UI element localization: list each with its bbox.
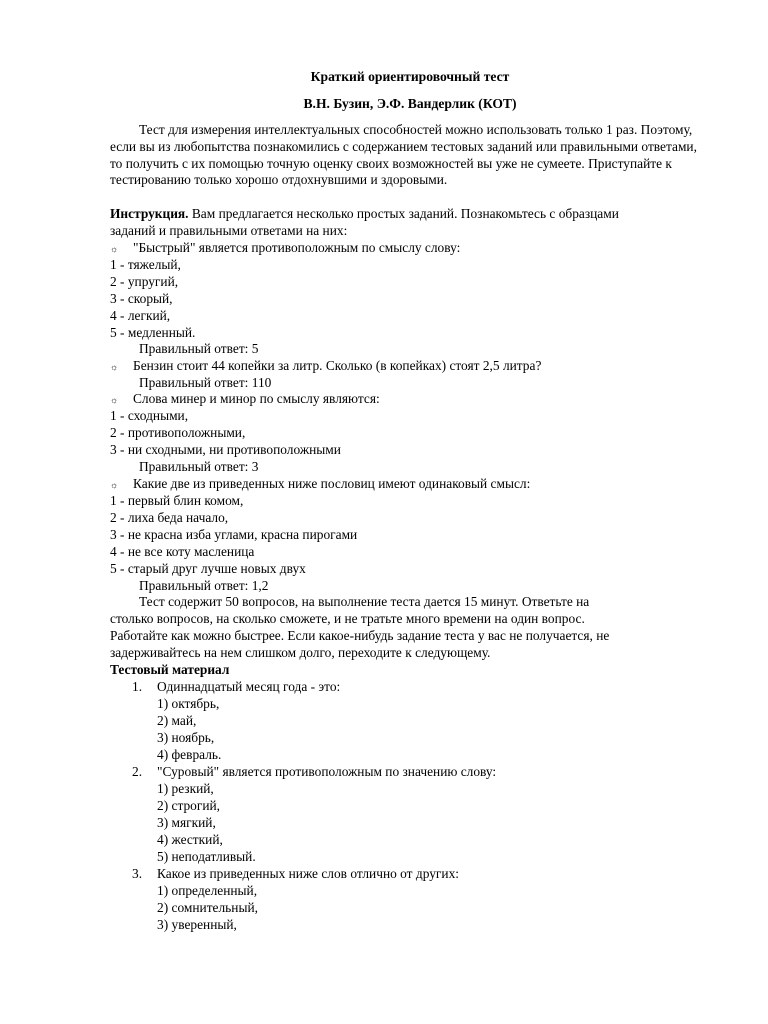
document-title: Краткий ориентировочный тест [310, 69, 510, 84]
example-option: 3 - ни сходными, ни противоположными [110, 442, 341, 457]
question-option: 2) май, [157, 713, 197, 728]
example-option: 3 - скорый, [110, 291, 173, 306]
question-option: 1) определенный, [157, 883, 258, 898]
question-option: 3) мягкий, [157, 815, 216, 830]
intro-paragraph: Тест для измерения интеллектуальных способностей можно использовать только 1 раз. Поэтому, если вы из любопытства познакомились с содержанием тестовых заданий или правильными ответами, то получить с их помощью точную оценку своих возможностей вы уже не сумеете. Приступайте к тестированию только хорошо отдохнувшими и здоровыми. [110, 122, 697, 188]
question-option: 1) октябрь, [157, 696, 220, 711]
example-answer: Правильный ответ: 5 [139, 341, 259, 356]
example-question: Слова минер и минор по смыслу являются: [133, 391, 380, 406]
example-question: Какие две из приведенных ниже пословиц имеют одинаковый смысл: [133, 476, 531, 491]
question-option: 4) февраль. [157, 747, 222, 762]
example-question: "Быстрый" является противоположным по смыслу слову: [133, 240, 461, 255]
example-answer: Правильный ответ: 110 [139, 375, 272, 390]
instruction-label: Инструкция. [110, 206, 189, 221]
bullet-icon: ☼ [110, 480, 119, 490]
example-option: 1 - первый блин комом, [110, 493, 244, 508]
question-text: "Суровый" является противоположным по значению слову: [157, 764, 497, 779]
test-info-line: Работайте как можно быстрее. Если какое-нибудь задание теста у вас не получается, не [110, 628, 610, 643]
example-option: 1 - тяжелый, [110, 257, 181, 272]
test-info-line: задерживайтесь на нем слишком долго, переходите к следующему. [110, 645, 491, 660]
example-option: 2 - лиха беда начало, [110, 510, 229, 525]
instruction-continuation: заданий и правильными ответами на них: [110, 223, 348, 238]
example-option: 4 - легкий, [110, 308, 171, 323]
instruction-line [110, 206, 619, 223]
example-option: 3 - не красна изба углами, красна пирогами [110, 527, 358, 542]
question-number: 3. [132, 866, 143, 881]
instruction-text: Вам предлагается несколько простых заданий. Познакомьтесь с образцами [188, 206, 619, 221]
question-option: 5) неподатливый. [157, 849, 256, 864]
question-option: 1) резкий, [157, 781, 214, 796]
question-option: 2) строгий, [157, 798, 221, 813]
question-option: 3) уверенный, [157, 917, 237, 932]
example-option: 5 - медленный. [110, 325, 196, 340]
question-text: Одиннадцатый месяц года - это: [157, 679, 341, 694]
example-option: 2 - упругий, [110, 274, 179, 289]
bullet-icon: ☼ [110, 244, 119, 254]
example-answer: Правильный ответ: 3 [139, 459, 259, 474]
question-option: 3) ноябрь, [157, 730, 215, 745]
question-option: 2) сомнительный, [157, 900, 258, 915]
example-option: 5 - старый друг лучше новых двух [110, 561, 306, 576]
material-heading: Тестовый материал [110, 662, 230, 677]
question-number: 1. [132, 679, 143, 694]
question-number: 2. [132, 764, 143, 779]
question-option: 4) жесткий, [157, 832, 223, 847]
example-option: 4 - не все коту масленица [110, 544, 255, 559]
example-question: Бензин стоит 44 копейки за литр. Сколько (в копейках) стоят 2,5 литра? [133, 358, 542, 373]
example-option: 2 - противоположными, [110, 425, 246, 440]
test-info-line: столько вопросов, на сколько сможете, и не тратьте много времени на один вопрос. [110, 611, 585, 626]
example-option: 1 - сходными, [110, 408, 189, 423]
example-answer: Правильный ответ: 1,2 [139, 578, 269, 593]
bullet-icon: ☼ [110, 395, 119, 405]
document-authors: В.Н. Бузин, Э.Ф. Вандерлик (КОТ) [303, 96, 517, 111]
bullet-icon: ☼ [110, 362, 119, 372]
question-text: Какое из приведенных ниже слов отлично от других: [157, 866, 459, 881]
test-info-line: Тест содержит 50 вопросов, на выполнение теста дается 15 минут. Ответьте на [139, 594, 590, 609]
